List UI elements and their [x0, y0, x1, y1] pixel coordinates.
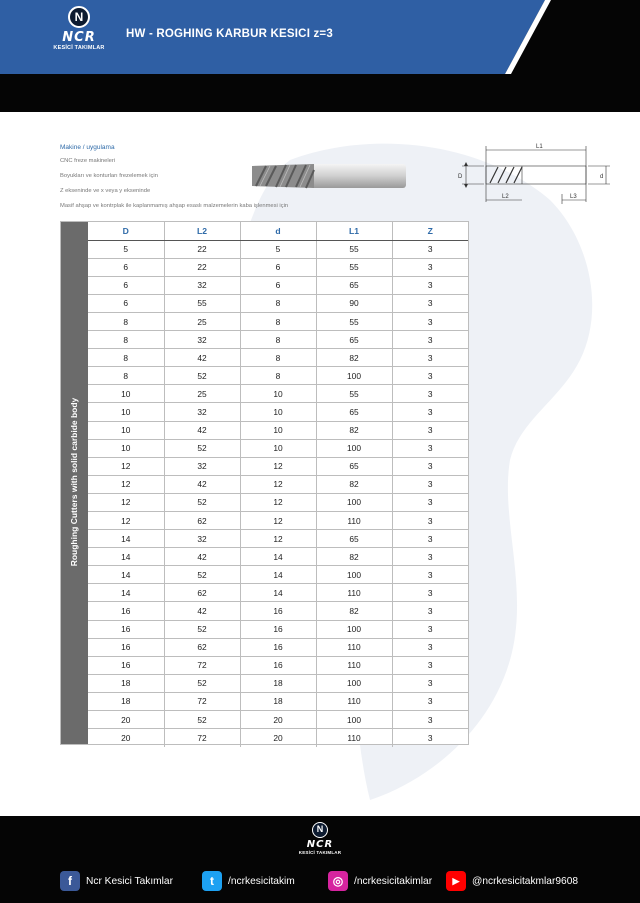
- table-cell: 52: [164, 439, 240, 457]
- table-cell: 3: [392, 331, 468, 349]
- label-l3: L3: [570, 194, 577, 200]
- table-cell: 3: [392, 457, 468, 475]
- table-row: [88, 421, 468, 439]
- technical-drawing: [436, 140, 616, 210]
- table-row: [88, 294, 468, 312]
- table-cell: 100: [316, 674, 392, 692]
- table-cell: 55: [316, 385, 392, 403]
- table-cell: 55: [164, 294, 240, 312]
- table-cell: 14: [240, 566, 316, 584]
- table-cell: 16: [240, 638, 316, 656]
- table-cell: 5: [240, 240, 316, 258]
- social-instagram[interactable]: [328, 870, 432, 892]
- table-cell: 8: [240, 294, 316, 312]
- table-row: [88, 493, 468, 511]
- table-row: [88, 602, 468, 620]
- dimension-table-panel: [60, 221, 469, 745]
- table-cell: 3: [392, 512, 468, 530]
- column-header: D: [88, 222, 164, 240]
- table-cell: 18: [240, 674, 316, 692]
- table-row: [88, 457, 468, 475]
- table-cell: 72: [164, 656, 240, 674]
- table-cell: 10: [240, 403, 316, 421]
- table-cell: 82: [316, 475, 392, 493]
- table-row: [88, 584, 468, 602]
- table-cell: 3: [392, 602, 468, 620]
- application-item: CNC freze makineleri: [60, 158, 116, 164]
- table-cell: 3: [392, 240, 468, 258]
- social-label: /ncrkesicitakim: [228, 875, 295, 887]
- table-cell: 3: [392, 439, 468, 457]
- table-row: [88, 367, 468, 385]
- table-cell: 8: [88, 331, 164, 349]
- table-cell: 20: [88, 711, 164, 729]
- table-header-row: [88, 222, 468, 240]
- table-cell: 25: [164, 312, 240, 330]
- table-cell: 42: [164, 548, 240, 566]
- label-d-small: d: [600, 174, 604, 180]
- table-row: [88, 403, 468, 421]
- table-cell: 42: [164, 602, 240, 620]
- table-cell: 3: [392, 294, 468, 312]
- table-cell: 62: [164, 638, 240, 656]
- table-cell: 8: [240, 349, 316, 367]
- table-cell: 62: [164, 512, 240, 530]
- table-cell: 52: [164, 620, 240, 638]
- table-cell: 3: [392, 584, 468, 602]
- table-cell: 12: [240, 457, 316, 475]
- table-cell: 22: [164, 240, 240, 258]
- table-cell: 8: [88, 349, 164, 367]
- table-cell: 8: [240, 331, 316, 349]
- facebook-icon: f: [60, 871, 80, 891]
- table-cell: 42: [164, 421, 240, 439]
- table-row: [88, 331, 468, 349]
- table-cell: 100: [316, 566, 392, 584]
- table-cell: 14: [240, 584, 316, 602]
- table-cell: 3: [392, 385, 468, 403]
- table-row: [88, 656, 468, 674]
- logo-subtitle: KESİCİ TAKIMLAR: [53, 45, 105, 51]
- table-row: [88, 439, 468, 457]
- table-cell: 3: [392, 548, 468, 566]
- table-cell: 100: [316, 620, 392, 638]
- table-cell: 110: [316, 584, 392, 602]
- table-cell: 3: [392, 403, 468, 421]
- label-l2: L2: [502, 194, 509, 200]
- table-cell: 42: [164, 349, 240, 367]
- footer-logo: [296, 822, 344, 862]
- cutter-product-image: [250, 160, 410, 192]
- table-cell: 3: [392, 421, 468, 439]
- side-band: [61, 222, 88, 744]
- table-cell: 65: [316, 276, 392, 294]
- social-twitter[interactable]: [202, 870, 295, 892]
- table-row: [88, 240, 468, 258]
- logo-text: NCR: [306, 839, 334, 850]
- table-row: [88, 711, 468, 729]
- column-header: Z: [392, 222, 468, 240]
- footer: [0, 816, 640, 903]
- table-cell: 20: [240, 711, 316, 729]
- table-cell: 52: [164, 493, 240, 511]
- label-d-big: D: [458, 174, 463, 180]
- table-cell: 8: [88, 312, 164, 330]
- table-cell: 110: [316, 656, 392, 674]
- table-cell: 65: [316, 530, 392, 548]
- table-cell: 52: [164, 711, 240, 729]
- table-row: [88, 475, 468, 493]
- table-cell: 65: [316, 403, 392, 421]
- logo-mark-icon: N: [312, 822, 328, 838]
- table-cell: 32: [164, 276, 240, 294]
- table-cell: 6: [88, 294, 164, 312]
- social-facebook[interactable]: [60, 870, 173, 892]
- table-cell: 18: [88, 692, 164, 710]
- table-cell: 16: [88, 638, 164, 656]
- page-title: HW - ROGHING KARBUR KESICI z=3: [126, 28, 333, 40]
- table-cell: 110: [316, 729, 392, 747]
- table-cell: 3: [392, 530, 468, 548]
- table-cell: 3: [392, 692, 468, 710]
- twitter-icon: t: [202, 871, 222, 891]
- application-item: Masif ahşap ve kontrplak ile kaplanmamış ahşap esaslı malzemelerin kaba işlenmesi için: [60, 203, 289, 209]
- table-cell: 6: [88, 276, 164, 294]
- table-cell: 82: [316, 548, 392, 566]
- brand-logo: [52, 6, 106, 68]
- column-header: L2: [164, 222, 240, 240]
- table-cell: 18: [240, 692, 316, 710]
- side-label: Roughing Cutters with solid carbide body: [69, 397, 79, 567]
- table-cell: 42: [164, 475, 240, 493]
- table-cell: 65: [316, 331, 392, 349]
- table-cell: 32: [164, 403, 240, 421]
- table-row: [88, 674, 468, 692]
- table-cell: 6: [88, 258, 164, 276]
- table-cell: 10: [88, 439, 164, 457]
- table-cell: 3: [392, 349, 468, 367]
- table-cell: 100: [316, 439, 392, 457]
- social-label: Ncr Kesici Takımlar: [86, 875, 173, 887]
- table-cell: 10: [240, 421, 316, 439]
- table-cell: 110: [316, 692, 392, 710]
- table-cell: 100: [316, 493, 392, 511]
- application-item: Z ekseninde ve x veya y ekseninde: [60, 188, 151, 194]
- table-cell: 6: [240, 276, 316, 294]
- table-cell: 12: [240, 530, 316, 548]
- table-cell: 22: [164, 258, 240, 276]
- table-cell: 25: [164, 385, 240, 403]
- table-cell: 10: [240, 439, 316, 457]
- table-cell: 52: [164, 674, 240, 692]
- column-header: L1: [316, 222, 392, 240]
- table-cell: 55: [316, 312, 392, 330]
- table-cell: 14: [88, 530, 164, 548]
- social-youtube[interactable]: [446, 870, 578, 892]
- table-cell: 20: [240, 729, 316, 747]
- table-cell: 3: [392, 656, 468, 674]
- table-cell: 3: [392, 312, 468, 330]
- table-cell: 5: [88, 240, 164, 258]
- table-cell: 3: [427, 732, 433, 743]
- table-cell: 100: [316, 367, 392, 385]
- table-cell: 12: [240, 512, 316, 530]
- table-cell: 110: [316, 512, 392, 530]
- table-cell: 12: [240, 493, 316, 511]
- social-label: @ncrkesicitakmlar9608: [472, 875, 579, 887]
- table-cell: 10: [88, 403, 164, 421]
- table-cell: 32: [164, 530, 240, 548]
- table-cell: 12: [240, 475, 316, 493]
- table-cell: 72: [164, 729, 240, 747]
- table-row: [88, 276, 468, 294]
- table-cell: 3: [392, 674, 468, 692]
- table-cell: 32: [164, 457, 240, 475]
- table-cell: 8: [240, 312, 316, 330]
- table-cell: 3: [392, 475, 468, 493]
- table-cell: 16: [88, 602, 164, 620]
- label-l1: L1: [536, 144, 543, 150]
- table-cell: 3: [392, 638, 468, 656]
- table-cell: 3: [392, 711, 468, 729]
- table-cell: 8: [240, 367, 316, 385]
- instagram-icon: ◎: [328, 871, 348, 891]
- column-header: d: [240, 222, 316, 240]
- table-cell: 3: [392, 276, 468, 294]
- table-row: [88, 512, 468, 530]
- table-cell: 12: [88, 493, 164, 511]
- table-cell: 16: [240, 656, 316, 674]
- table-cell: 3: [392, 620, 468, 638]
- table-cell: 3: [392, 493, 468, 511]
- table-cell: 90: [316, 294, 392, 312]
- table-row: [88, 638, 468, 656]
- table-cell: 14: [88, 548, 164, 566]
- table-row: [88, 385, 468, 403]
- table-cell: 72: [164, 692, 240, 710]
- application-item: Boyukları ve konturları frezelemek için: [60, 173, 158, 179]
- table-cell: 55: [316, 240, 392, 258]
- youtube-icon: ▶: [446, 871, 466, 891]
- logo-subtitle: KESİCİ TAKIMLAR: [298, 850, 342, 855]
- table-row: [88, 620, 468, 638]
- table-cell: 82: [316, 349, 392, 367]
- social-label: /ncrkesicitakimlar: [354, 875, 433, 887]
- table-cell: 14: [88, 584, 164, 602]
- table-cell: 55: [316, 258, 392, 276]
- table-row: [88, 566, 468, 584]
- table-cell: 14: [240, 548, 316, 566]
- table-row: [88, 692, 468, 710]
- table-cell: 20: [88, 729, 164, 747]
- table-row: [88, 548, 468, 566]
- dimension-table: [88, 222, 468, 747]
- table-cell: 12: [88, 512, 164, 530]
- table-cell: 10: [240, 385, 316, 403]
- table-cell: 16: [88, 656, 164, 674]
- table-cell: 10: [88, 385, 164, 403]
- table-row: [88, 729, 468, 747]
- table-cell: 6: [240, 258, 316, 276]
- table-cell: 65: [316, 457, 392, 475]
- table-cell: 12: [88, 475, 164, 493]
- table-cell: 12: [88, 457, 164, 475]
- table-cell: 82: [316, 602, 392, 620]
- table-cell: 10: [88, 421, 164, 439]
- table-cell: 3: [392, 566, 468, 584]
- table-cell: 18: [88, 674, 164, 692]
- table-cell: 110: [316, 638, 392, 656]
- table-cell: 16: [240, 602, 316, 620]
- table-cell: 52: [164, 566, 240, 584]
- logo-text: NCR: [62, 30, 96, 45]
- table-cell: 3: [392, 258, 468, 276]
- table-row: [88, 349, 468, 367]
- application-title: Makine / uygulama: [60, 144, 115, 151]
- logo-mark-icon: N: [68, 6, 90, 28]
- table-cell: 32: [164, 331, 240, 349]
- table-cell: 3: [392, 367, 468, 385]
- table-cell: 62: [164, 584, 240, 602]
- table-cell: 8: [88, 367, 164, 385]
- table-cell: 100: [316, 711, 392, 729]
- table-cell: 14: [88, 566, 164, 584]
- table-row: [88, 312, 468, 330]
- table-cell: 16: [240, 620, 316, 638]
- table-cell: 82: [316, 421, 392, 439]
- table-cell: 52: [164, 367, 240, 385]
- table-cell: 16: [88, 620, 164, 638]
- table-row: [88, 530, 468, 548]
- table-row: [88, 258, 468, 276]
